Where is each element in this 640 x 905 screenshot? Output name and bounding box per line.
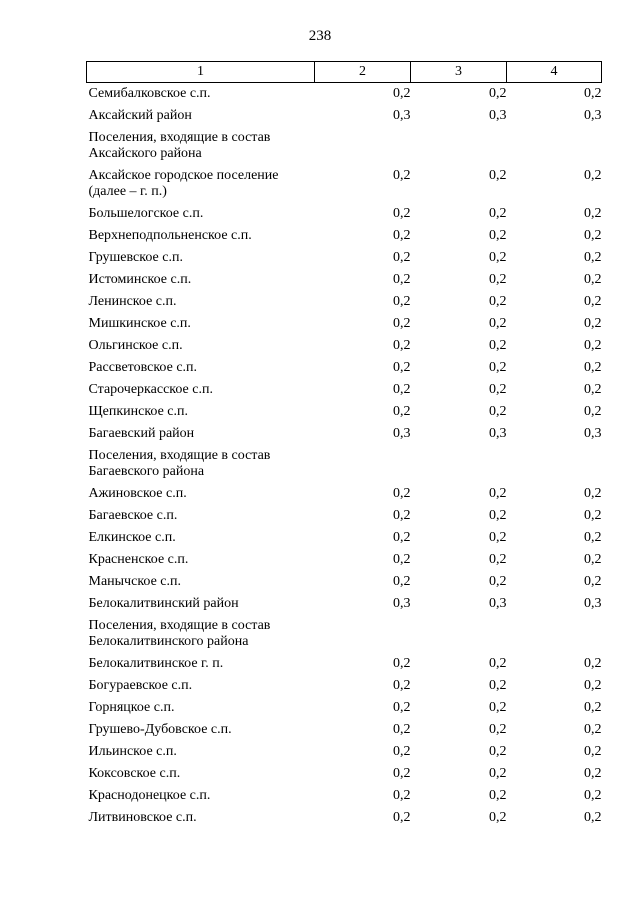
table-row bbox=[87, 401, 602, 423]
row-value-col-4: 0,2 bbox=[584, 700, 602, 715]
row-value-col-3: 0,2 bbox=[489, 250, 507, 265]
row-value-col-3: 0,2 bbox=[489, 766, 507, 781]
row-name: Старочеркасское с.п. bbox=[88, 382, 213, 397]
row-value-col-2: 0,2 bbox=[393, 810, 411, 825]
row-value-col-2: 0,2 bbox=[393, 250, 411, 265]
table-row bbox=[87, 379, 602, 401]
rates-table bbox=[86, 61, 602, 829]
table-row bbox=[87, 549, 602, 571]
row-value-col-2: 0,2 bbox=[393, 294, 411, 309]
row-value-col-4: 0,2 bbox=[584, 316, 602, 331]
row-value-col-2: 0,2 bbox=[393, 656, 411, 671]
row-value-col-3: 0,2 bbox=[489, 486, 507, 501]
row-value-col-2: 0,3 bbox=[393, 108, 411, 123]
row-name: Багаевское с.п. bbox=[88, 508, 178, 523]
row-value-col-3: 0,3 bbox=[489, 426, 507, 441]
table-row bbox=[87, 165, 602, 203]
row-name: Ажиновское с.п. bbox=[88, 486, 187, 501]
header-col-2: 2 bbox=[315, 62, 411, 83]
table-row bbox=[87, 269, 602, 291]
row-value-col-3: 0,2 bbox=[489, 228, 507, 243]
page-number: 238 bbox=[308, 28, 332, 44]
row-value-col-4: 0,2 bbox=[584, 722, 602, 737]
table-row bbox=[87, 615, 602, 653]
row-name: Коксовское с.п. bbox=[88, 766, 181, 781]
row-value-col-4: 0,2 bbox=[584, 360, 602, 375]
table-header bbox=[87, 62, 602, 83]
row-name: Ильинское с.п. bbox=[88, 744, 177, 759]
row-name: Верхнеподпольненское с.п. bbox=[88, 228, 252, 243]
table-row bbox=[87, 785, 602, 807]
row-value-col-3: 0,3 bbox=[489, 596, 507, 611]
table-row bbox=[87, 335, 602, 357]
row-value-col-2: 0,2 bbox=[393, 678, 411, 693]
row-name: Белокалитвинское г. п. bbox=[88, 656, 224, 671]
table-row bbox=[87, 483, 602, 505]
row-value-col-2: 0,2 bbox=[393, 228, 411, 243]
header-col-3: 3 bbox=[411, 62, 507, 83]
row-value-col-2: 0,2 bbox=[393, 788, 411, 803]
row-name: Манычское с.п. bbox=[88, 574, 181, 589]
row-value-col-2: 0,3 bbox=[393, 596, 411, 611]
row-value-col-4: 0,2 bbox=[584, 486, 602, 501]
row-value-col-3: 0,2 bbox=[489, 272, 507, 287]
header-row bbox=[87, 62, 602, 83]
row-value-col-4: 0,2 bbox=[584, 766, 602, 781]
row-value-col-2: 0,2 bbox=[393, 404, 411, 419]
row-value-col-2: 0,2 bbox=[393, 360, 411, 375]
row-value-col-3: 0,2 bbox=[489, 700, 507, 715]
row-name: Грушевское с.п. bbox=[88, 250, 183, 265]
row-value-col-3: 0,2 bbox=[489, 530, 507, 545]
table-row bbox=[87, 697, 602, 719]
row-value-col-4: 0,2 bbox=[584, 272, 602, 287]
row-value-col-4: 0,2 bbox=[584, 574, 602, 589]
row-value-col-4 bbox=[507, 127, 602, 165]
row-value-col-2: 0,2 bbox=[393, 382, 411, 397]
row-value-col-4: 0,2 bbox=[584, 228, 602, 243]
row-name: Ольгинское с.п. bbox=[88, 338, 183, 353]
row-value-col-2: 0,3 bbox=[393, 426, 411, 441]
row-value-col-4: 0,2 bbox=[584, 404, 602, 419]
row-value-col-3: 0,2 bbox=[489, 722, 507, 737]
row-value-col-2: 0,2 bbox=[393, 86, 411, 101]
table-row bbox=[87, 313, 602, 335]
row-name: Истоминское с.п. bbox=[88, 272, 192, 287]
table-row bbox=[87, 653, 602, 675]
row-value-col-2: 0,2 bbox=[393, 508, 411, 523]
row-value-col-2: 0,2 bbox=[393, 574, 411, 589]
row-value-col-3: 0,2 bbox=[489, 788, 507, 803]
table-row bbox=[87, 357, 602, 379]
row-value-col-4: 0,2 bbox=[584, 338, 602, 353]
row-value-col-3 bbox=[411, 615, 507, 653]
row-value-col-4: 0,3 bbox=[584, 596, 602, 611]
row-value-col-3: 0,2 bbox=[489, 508, 507, 523]
row-value-col-2: 0,2 bbox=[393, 722, 411, 737]
row-value-col-3: 0,2 bbox=[489, 744, 507, 759]
row-value-col-4: 0,2 bbox=[584, 656, 602, 671]
row-name: Аксайский район bbox=[88, 108, 192, 123]
row-value-col-2: 0,2 bbox=[393, 766, 411, 781]
row-value-col-4: 0,2 bbox=[584, 508, 602, 523]
row-name: Аксайское городское поселение (далее – г. п.) bbox=[88, 168, 279, 199]
row-value-col-2 bbox=[315, 127, 411, 165]
row-value-col-4: 0,2 bbox=[584, 86, 602, 101]
row-name: Грушево-Дубовское с.п. bbox=[88, 722, 232, 737]
row-name: Литвиновское с.п. bbox=[88, 810, 197, 825]
row-name: Поселения, входящие в состав Багаевского района bbox=[88, 448, 271, 479]
table-row bbox=[87, 807, 602, 829]
row-name: Богураевское с.п. bbox=[88, 678, 193, 693]
table-row bbox=[87, 675, 602, 697]
row-value-col-4: 0,2 bbox=[584, 810, 602, 825]
row-name: Краснодонецкое с.п. bbox=[88, 788, 211, 803]
row-value-col-3: 0,2 bbox=[489, 404, 507, 419]
row-name: Большелогское с.п. bbox=[88, 206, 204, 221]
table-row bbox=[87, 225, 602, 247]
row-value-col-3: 0,2 bbox=[489, 294, 507, 309]
row-value-col-4: 0,3 bbox=[584, 426, 602, 441]
table-row bbox=[87, 719, 602, 741]
table-row bbox=[87, 527, 602, 549]
row-name: Белокалитвинский район bbox=[88, 596, 239, 611]
row-name: Ленинское с.п. bbox=[88, 294, 177, 309]
row-value-col-4: 0,2 bbox=[584, 206, 602, 221]
row-value-col-3: 0,2 bbox=[489, 316, 507, 331]
row-value-col-2: 0,2 bbox=[393, 168, 411, 183]
row-value-col-4: 0,2 bbox=[584, 168, 602, 183]
table-row bbox=[87, 571, 602, 593]
row-value-col-2: 0,2 bbox=[393, 700, 411, 715]
row-value-col-3: 0,2 bbox=[489, 574, 507, 589]
table-row bbox=[87, 741, 602, 763]
row-value-col-4: 0,2 bbox=[584, 294, 602, 309]
row-value-col-4: 0,2 bbox=[584, 530, 602, 545]
table-row bbox=[87, 505, 602, 527]
row-value-col-3 bbox=[411, 127, 507, 165]
row-name: Поселения, входящие в состав Белокалитвинского района bbox=[88, 618, 271, 649]
row-value-col-2 bbox=[315, 445, 411, 483]
table-row bbox=[87, 83, 602, 106]
row-name: Елкинское с.п. bbox=[88, 530, 176, 545]
row-value-col-4: 0,2 bbox=[584, 788, 602, 803]
row-name: Щепкинское с.п. bbox=[88, 404, 189, 419]
row-value-col-4: 0,2 bbox=[584, 250, 602, 265]
row-value-col-4: 0,2 bbox=[584, 744, 602, 759]
table-row bbox=[87, 763, 602, 785]
row-value-col-3: 0,2 bbox=[489, 382, 507, 397]
row-value-col-3: 0,3 bbox=[489, 108, 507, 123]
row-value-col-2: 0,2 bbox=[393, 206, 411, 221]
row-value-col-4 bbox=[507, 445, 602, 483]
row-name: Поселения, входящие в состав Аксайского района bbox=[88, 130, 271, 161]
row-value-col-2: 0,2 bbox=[393, 316, 411, 331]
header-col-4: 4 bbox=[507, 62, 602, 83]
row-value-col-3: 0,2 bbox=[489, 360, 507, 375]
row-value-col-2: 0,2 bbox=[393, 486, 411, 501]
row-value-col-2 bbox=[315, 615, 411, 653]
row-value-col-4: 0,2 bbox=[584, 678, 602, 693]
row-name: Рассветовское с.п. bbox=[88, 360, 198, 375]
row-value-col-2: 0,2 bbox=[393, 338, 411, 353]
header-col-1: 1 bbox=[87, 62, 315, 83]
row-name: Мишкинское с.п. bbox=[88, 316, 191, 331]
row-value-col-4: 0,2 bbox=[584, 552, 602, 567]
row-value-col-2: 0,2 bbox=[393, 744, 411, 759]
table-row bbox=[87, 593, 602, 615]
row-value-col-3: 0,2 bbox=[489, 206, 507, 221]
row-value-col-4: 0,2 bbox=[584, 382, 602, 397]
row-name: Горняцкое с.п. bbox=[88, 700, 175, 715]
row-name: Семибалковское с.п. bbox=[88, 86, 211, 101]
table-row bbox=[87, 203, 602, 225]
row-value-col-3: 0,2 bbox=[489, 678, 507, 693]
table-row bbox=[87, 247, 602, 269]
row-name: Багаевский район bbox=[88, 426, 195, 441]
table-row bbox=[87, 291, 602, 313]
row-value-col-3: 0,2 bbox=[489, 656, 507, 671]
row-value-col-3: 0,2 bbox=[489, 810, 507, 825]
row-value-col-3 bbox=[411, 445, 507, 483]
row-value-col-4 bbox=[507, 615, 602, 653]
row-value-col-3: 0,2 bbox=[489, 338, 507, 353]
table-row bbox=[87, 105, 602, 127]
row-value-col-3: 0,2 bbox=[489, 86, 507, 101]
row-value-col-2: 0,2 bbox=[393, 272, 411, 287]
row-value-col-3: 0,2 bbox=[489, 552, 507, 567]
table-row bbox=[87, 445, 602, 483]
table-row bbox=[87, 127, 602, 165]
row-value-col-4: 0,3 bbox=[584, 108, 602, 123]
row-value-col-3: 0,2 bbox=[489, 168, 507, 183]
row-value-col-2: 0,2 bbox=[393, 552, 411, 567]
table-row bbox=[87, 423, 602, 445]
row-name: Красненское с.п. bbox=[88, 552, 189, 567]
row-value-col-2: 0,2 bbox=[393, 530, 411, 545]
table-body bbox=[87, 83, 602, 830]
